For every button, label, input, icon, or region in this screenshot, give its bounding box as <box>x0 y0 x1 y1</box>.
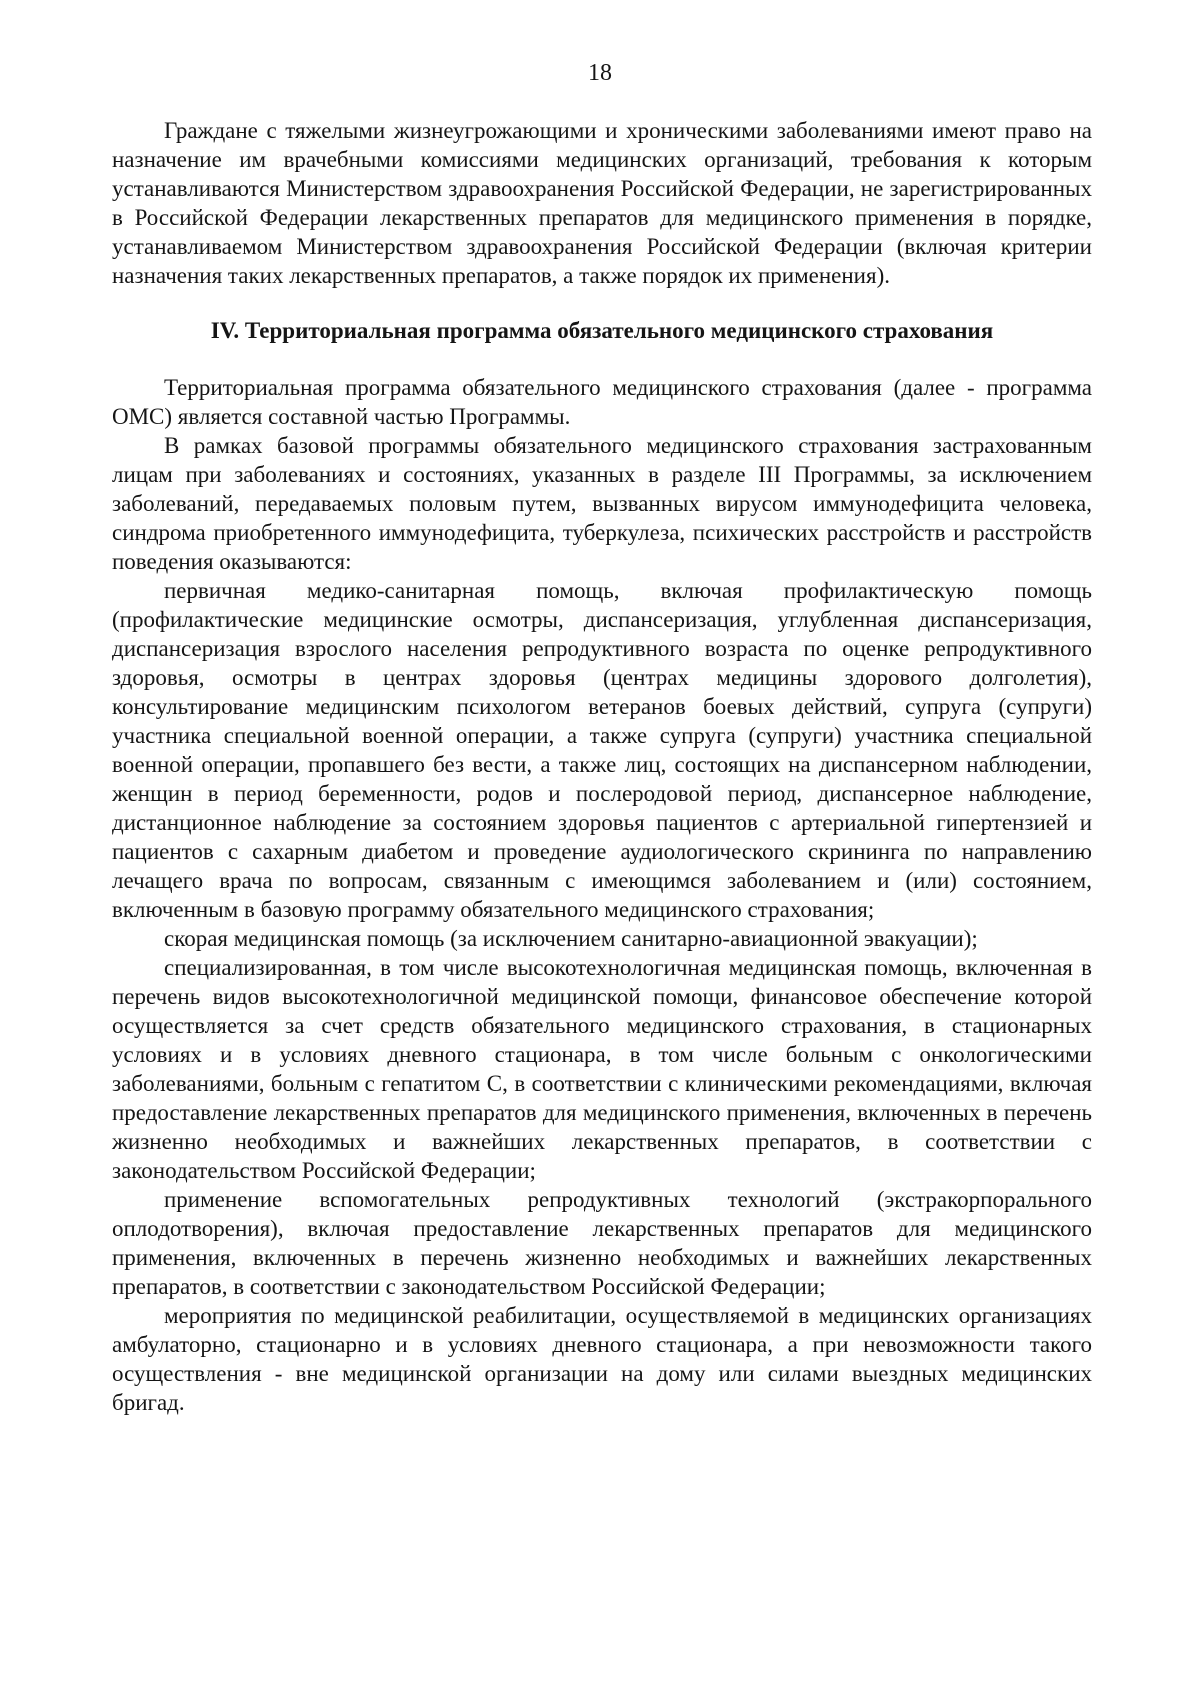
intro-paragraph: Граждане с тяжелыми жизнеугрожающими и хроническими заболеваниями имеют право на назначение им врачебными комиссиями медицинских организаций, требования к которым устанавливаются Министерством здравоохранения Российской Федерации, не зарегистрированных в Российской Федерации лекарственных препаратов для медицинского применения в порядке, устанавливаемом Министерством здравоохранения Российской Федерации (включая критерии назначения таких лекарственных препаратов, а также порядок их применения). <box>112 118 1092 288</box>
paragraph-basic-program: В рамках базовой программы обязательного медицинского страхования застрахованным лицам при заболеваниях и состояниях, указанных в разделе III Программы, за исключением заболеваний, передаваемых половым путем, вызванных вирусом иммунодефицита человека, синдрома приобретенного иммунодефицита, туберкулеза, психических расстройств и расстройств поведения оказываются: <box>112 433 1092 574</box>
paragraph-primary-care: первичная медико-санитарная помощь, включая профилактическую помощь (профилактические медицинские осмотры, диспансеризация, углубленная диспансеризация, диспансеризация взрослого населения репродуктивного возраста по оценке репродуктивного здоровья, осмотры в центрах здоровья (центрах медицины здорового долголетия), консультирование медицинским психологом ветеранов боевых действий, супруга (супруги) участника специальной военной операции, а также супруга (супруги) участника специальной военной операции, пропавшего без вести, а также лиц, состоящих на диспансерном наблюдении, женщин в период беременности, родов и послеродовой период, диспансерное наблюдение, дистанционное наблюдение за состоянием здоровья пациентов с артериальной гипертензией и пациентов с сахарным диабетом и проведение аудиологического скрининга по направлению лечащего врача по вопросам, связанным с имеющимся заболеванием и (или) состоянием, включенным в базовую программу обязательного медицинского страхования; <box>112 578 1092 922</box>
paragraph-program-oms: Территориальная программа обязательного медицинского страхования (далее - программа ОМС) является составной частью Программы. <box>112 375 1092 429</box>
section-heading: IV. Территориальная программа обязательного медицинского страхования <box>210 318 994 343</box>
page-number: 18 <box>588 60 612 86</box>
document-body <box>112 116 1092 1417</box>
paragraph-rehabilitation: мероприятия по медицинской реабилитации, осуществляемой в медицинских организациях амбулаторно, стационарно и в условиях дневного стационара, а при невозможности такого осуществления - вне медицинской организации на дому или силами выездных медицинских бригад. <box>112 1303 1092 1415</box>
paragraph-reproductive-technologies: применение вспомогательных репродуктивных технологий (экстракорпорального оплодотворения), включая предоставление лекарственных препаратов для медицинского применения, включенных в перечень жизненно необходимых и важнейших лекарственных препаратов, в соответствии с законодательством Российской Федерации; <box>112 1187 1092 1299</box>
paragraph-emergency-care: скорая медицинская помощь (за исключением санитарно-авиационной эвакуации); <box>164 926 978 951</box>
paragraph-specialized-care: специализированная, в том числе высокотехнологичная медицинская помощь, включенная в перечень видов высокотехнологичной медицинской помощи, финансовое обеспечение которой осуществляется за счет средств обязательного медицинского страхования, в стационарных условиях и в условиях дневного стационара, в том числе больным с онкологическими заболеваниями, больным с гепатитом С, в соответствии с клиническими рекомендациями, включая предоставление лекарственных препаратов для медицинского применения, включенных в перечень жизненно необходимых и важнейших лекарственных препаратов, в соответствии с законодательством Российской Федерации; <box>112 955 1092 1183</box>
